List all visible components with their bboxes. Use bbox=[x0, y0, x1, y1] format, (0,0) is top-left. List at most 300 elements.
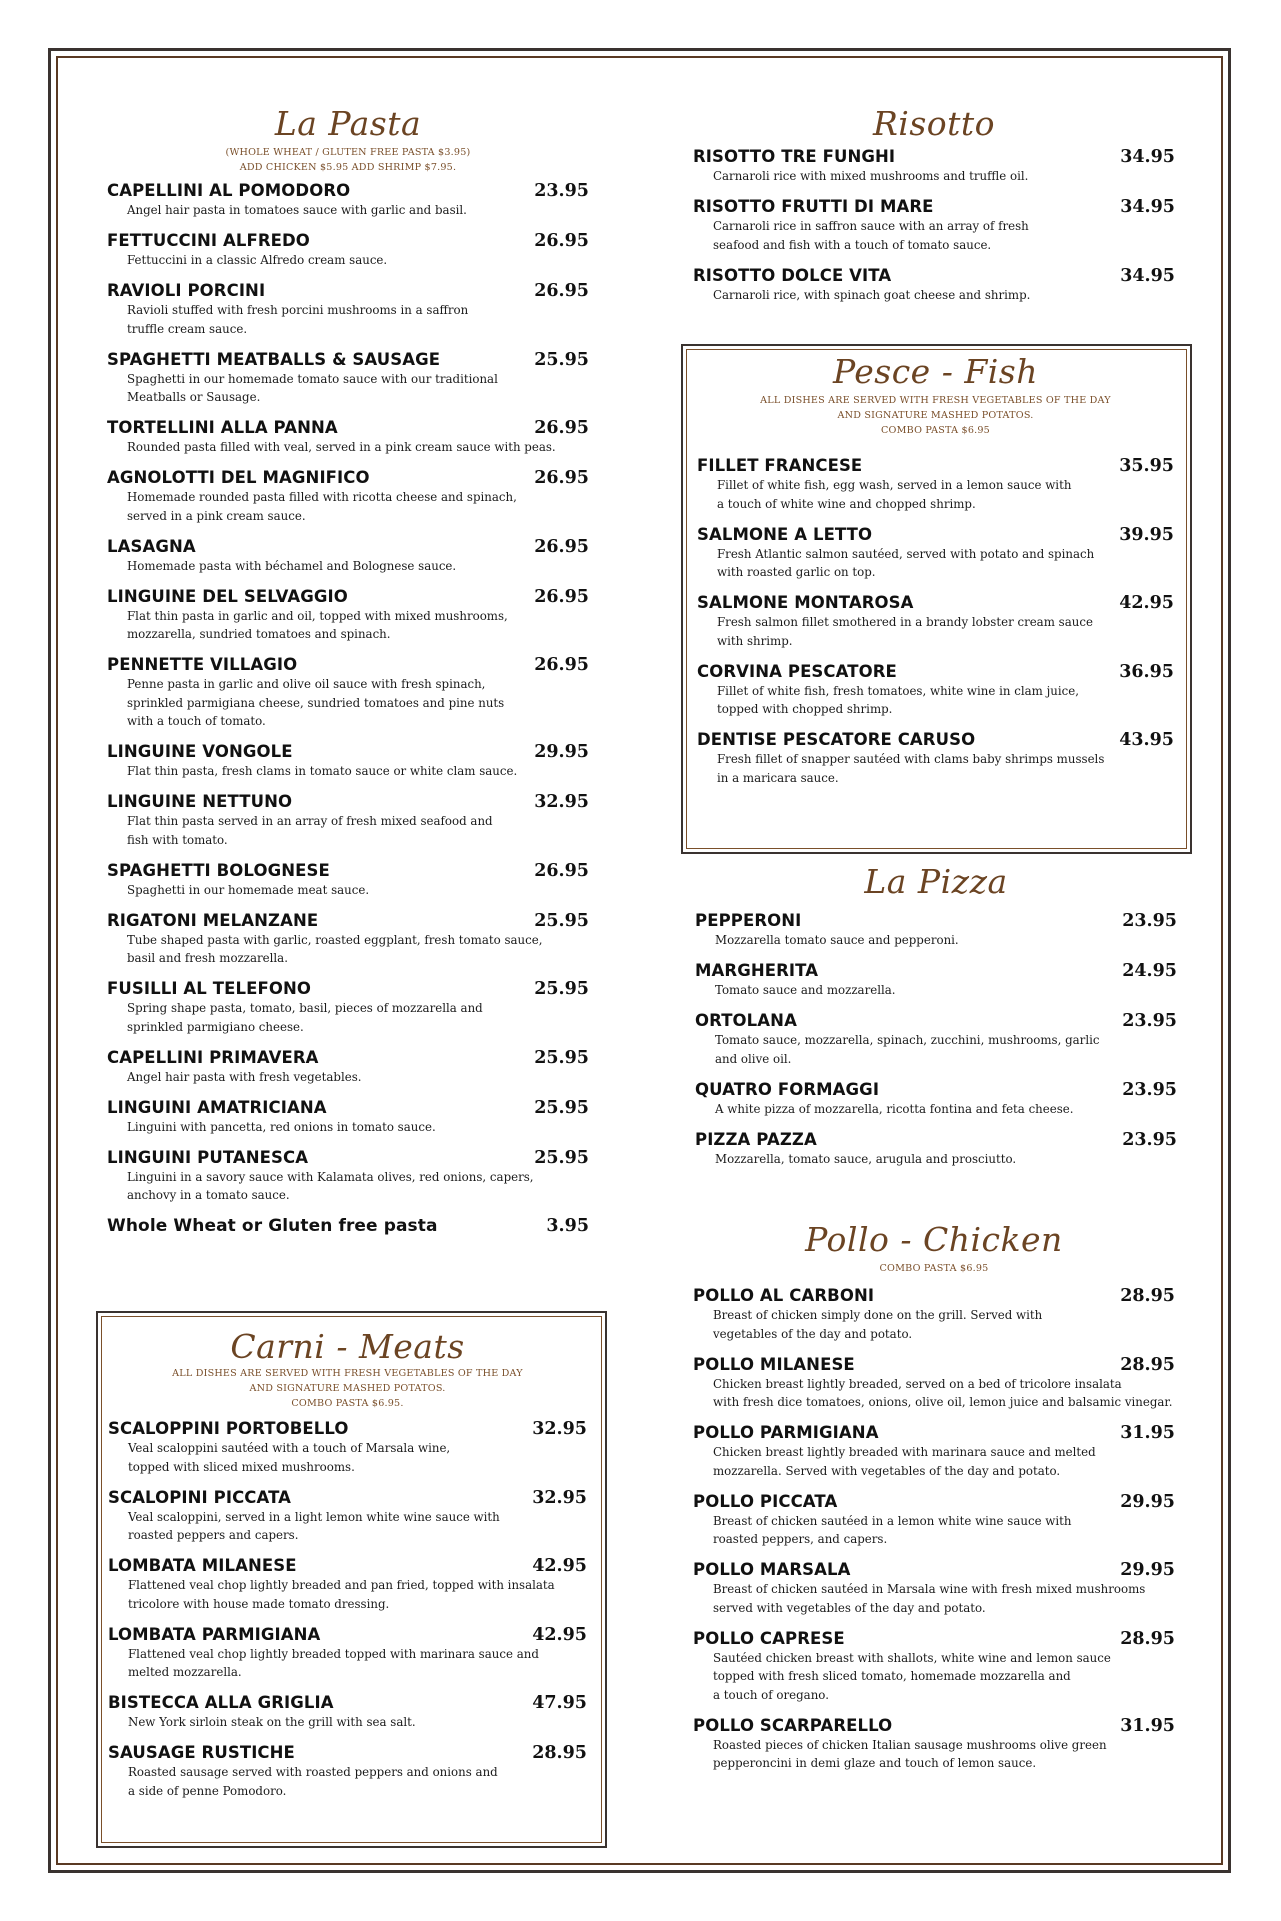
meats-note-line-2: AND SIGNATURE MASHED POTATOS. bbox=[249, 1383, 446, 1394]
chicken-section bbox=[693, 1220, 1175, 1784]
menu-item-description bbox=[128, 1645, 587, 1682]
menu-item bbox=[693, 266, 1175, 305]
menu-item-price: 28.95 bbox=[532, 1743, 587, 1763]
menu-item-description bbox=[717, 613, 1174, 650]
meats-title: Carni - Meats bbox=[230, 1327, 465, 1366]
menu-item-row bbox=[107, 468, 589, 488]
menu-item-description bbox=[713, 1580, 1175, 1617]
description-line: with roasted garlic on top. bbox=[717, 565, 876, 579]
description-line: Breast of chicken simply done on the grill. Served with bbox=[713, 1308, 1043, 1322]
menu-item-name: SPAGHETTI BOLOGNESE bbox=[107, 860, 330, 880]
menu-item-name: CAPELLINI PRIMAVERA bbox=[107, 1047, 319, 1067]
description-line: anchovy in a tomato sauce. bbox=[127, 1188, 290, 1202]
chicken-note: COMBO PASTA $6.95 bbox=[879, 1263, 989, 1274]
menu-item-name: QUATRO FORMAGGI bbox=[695, 1079, 880, 1099]
menu-item-row bbox=[107, 537, 589, 557]
description-line: Carnaroli rice in saffron sauce with an array of fresh bbox=[713, 219, 1029, 233]
menu-item-description bbox=[713, 1375, 1175, 1412]
menu-item-row bbox=[107, 792, 589, 812]
menu-item-price: 23.95 bbox=[1122, 911, 1177, 931]
menu-item-row bbox=[107, 587, 589, 607]
fish-note-line-3: COMBO PASTA $6.95 bbox=[881, 425, 990, 436]
menu-item-price: 29.95 bbox=[534, 742, 589, 762]
pizza-section bbox=[695, 862, 1177, 1180]
description-line: Rounded pasta filled with veal, served in a pink cream sauce with peas. bbox=[127, 440, 556, 454]
menu-item-row bbox=[693, 266, 1175, 286]
menu-item bbox=[108, 1625, 587, 1682]
menu-item bbox=[107, 1048, 589, 1087]
menu-item-price: 34.95 bbox=[1120, 265, 1175, 286]
menu-item-name: FILLET FRANCESE bbox=[697, 456, 863, 475]
menu-item-row bbox=[693, 1423, 1175, 1443]
menu-item-description bbox=[128, 1763, 587, 1800]
menu-item-price: 31.95 bbox=[1120, 1715, 1175, 1736]
menu-item-name: RISOTTO DOLCE VITA bbox=[693, 265, 892, 285]
menu-item bbox=[697, 456, 1174, 513]
menu-item-description bbox=[127, 675, 589, 731]
description-line: Tomato sauce, mozzarella, spinach, zucchini, mushrooms, garlic bbox=[715, 1033, 1100, 1047]
menu-item-price: 23.95 bbox=[1122, 1011, 1177, 1031]
menu-item-name: POLLO PICCATA bbox=[693, 1491, 838, 1511]
menu-item-description bbox=[127, 201, 589, 220]
menu-item-name: POLLO MILANESE bbox=[693, 1354, 855, 1374]
description-line: Homemade rounded pasta filled with ricotta cheese and spinach, bbox=[127, 490, 517, 504]
menu-item-price: 23.95 bbox=[1122, 1129, 1177, 1150]
menu-item-price: 26.95 bbox=[534, 536, 589, 557]
menu-item-name: SCALOPPINI PORTOBELLO bbox=[108, 1419, 349, 1438]
menu-item-name: MARGHERITA bbox=[695, 961, 819, 980]
risotto-title: Risotto bbox=[872, 104, 996, 143]
menu-item-name: LINGUINE VONGOLE bbox=[107, 742, 293, 761]
menu-item bbox=[108, 1693, 587, 1732]
menu-item-row bbox=[697, 730, 1174, 750]
menu-item-row bbox=[697, 662, 1174, 682]
description-line: a touch of white wine and chopped shrimp. bbox=[717, 496, 976, 511]
menu-item-description bbox=[127, 488, 589, 525]
menu-item bbox=[693, 1286, 1175, 1343]
menu-item-row bbox=[695, 911, 1177, 931]
description-line: a side of penne Pomodoro. bbox=[128, 1783, 287, 1798]
description-line: Chicken breast lightly breaded, served on a bed of tricolore insalata bbox=[713, 1376, 1122, 1391]
menu-item-price: 47.95 bbox=[532, 1693, 587, 1713]
menu-item-row bbox=[693, 1492, 1175, 1512]
menu-item-price: 25.95 bbox=[534, 1047, 589, 1068]
menu-item-row bbox=[107, 911, 589, 931]
menu-item-price: 26.95 bbox=[534, 231, 589, 251]
menu-item-price: 32.95 bbox=[532, 1487, 587, 1508]
menu-item-price: 25.95 bbox=[534, 979, 589, 999]
menu-item-name: SALMONE MONTAROSA bbox=[697, 593, 914, 612]
meats-list bbox=[108, 1419, 587, 1800]
description-line: Ravioli stuffed with fresh porcini mushrooms in a saffron bbox=[127, 303, 469, 317]
menu-item-price: 26.95 bbox=[534, 468, 589, 488]
menu-item-price: 28.95 bbox=[1120, 1354, 1175, 1375]
description-line: roasted peppers, and capers. bbox=[713, 1532, 888, 1546]
pasta-section bbox=[107, 96, 589, 1236]
menu-item-description bbox=[127, 762, 589, 781]
description-line: pepperoncini in demi glaze and touch of lemon sauce. bbox=[713, 1756, 1037, 1770]
pizza-list bbox=[695, 911, 1177, 1168]
menu-item-name: RIGATONI MELANZANE bbox=[107, 910, 319, 930]
pasta-note-line-2: ADD CHICKEN $5.95 ADD SHRIMP $7.95. bbox=[239, 162, 457, 173]
menu-item bbox=[107, 742, 589, 781]
menu-item-name: LINGUINE DEL SELVAGGIO bbox=[107, 586, 348, 606]
menu-item-description bbox=[717, 750, 1174, 787]
menu-item-name: RAVIOLI PORCINI bbox=[107, 281, 266, 300]
description-line: Roasted pieces of chicken Italian sausage mushrooms olive green bbox=[713, 1737, 1107, 1752]
pasta-note-line-1: (WHOLE WHEAT / GLUTEN FREE PASTA $3.95) bbox=[225, 147, 471, 158]
menu-item bbox=[108, 1488, 587, 1545]
menu-item-description bbox=[128, 1576, 587, 1613]
menu-item bbox=[693, 147, 1175, 186]
description-line: basil and fresh mozzarella. bbox=[127, 951, 288, 965]
description-line: Veal scaloppini, served in a light lemon white wine sauce with bbox=[128, 1509, 500, 1524]
menu-item bbox=[107, 861, 589, 900]
description-line: Linguini in a savory sauce with Kalamata olives, red onions, capers, bbox=[127, 1169, 534, 1184]
menu-item-row bbox=[107, 979, 589, 999]
menu-item bbox=[697, 593, 1174, 650]
menu-item-price: 25.95 bbox=[534, 1147, 589, 1168]
menu-item bbox=[693, 1355, 1175, 1412]
menu-item-price: 26.95 bbox=[534, 418, 589, 438]
menu-item-row bbox=[693, 1286, 1175, 1306]
menu-item-description bbox=[715, 1031, 1177, 1068]
description-line: Spaghetti in our homemade tomato sauce with our traditional bbox=[127, 371, 498, 386]
menu-item bbox=[107, 468, 589, 525]
description-line: New York sirloin steak on the grill with sea salt. bbox=[128, 1715, 416, 1729]
menu-item-name: ORTOLANA bbox=[695, 1011, 797, 1030]
description-line: Flat thin pasta served in an array of fresh mixed seafood and bbox=[127, 814, 493, 828]
description-line: Fresh salmon fillet smothered in a brandy lobster cream sauce bbox=[717, 615, 1093, 629]
description-line: and olive oil. bbox=[715, 1051, 792, 1066]
menu-item-price: 32.95 bbox=[532, 1419, 587, 1439]
description-line: Veal scaloppini sautéed with a touch of Marsala wine, bbox=[128, 1441, 451, 1455]
menu-item-name: PENNETTE VILLAGIO bbox=[107, 655, 298, 674]
fish-title: Pesce - Fish bbox=[833, 352, 1038, 391]
menu-item-price: 23.95 bbox=[534, 181, 589, 201]
meats-note-line-1: ALL DISHES ARE SERVED WITH FRESH VEGETABLES OF THE DAY bbox=[172, 1368, 523, 1379]
menu-item-description bbox=[127, 999, 589, 1036]
menu-item-name: BISTECCA ALLA GRIGLIA bbox=[108, 1693, 334, 1712]
menu-item-description bbox=[713, 286, 1175, 305]
menu-item-description bbox=[713, 1649, 1175, 1705]
menu-item bbox=[108, 1556, 587, 1613]
menu-item-description bbox=[715, 1100, 1177, 1119]
menu-item-row bbox=[107, 1098, 589, 1118]
menu-item-description bbox=[715, 981, 1177, 1000]
menu-item-row bbox=[107, 1048, 589, 1068]
description-line: melted mozzarella. bbox=[128, 1665, 242, 1679]
menu-item bbox=[695, 911, 1177, 950]
fish-note-line-1: ALL DISHES ARE SERVED WITH FRESH VEGETABLES OF THE DAY bbox=[760, 395, 1111, 406]
extra-name: Whole Wheat or Gluten free pasta bbox=[107, 1216, 438, 1236]
menu-item bbox=[108, 1419, 587, 1476]
menu-item-price: 43.95 bbox=[1119, 730, 1174, 750]
menu-item-row bbox=[107, 655, 589, 675]
menu-item bbox=[695, 961, 1177, 1000]
menu-item bbox=[693, 1423, 1175, 1480]
menu-item-name: POLLO SCARPARELLO bbox=[693, 1715, 893, 1735]
menu-item-description bbox=[713, 1736, 1175, 1773]
menu-item bbox=[107, 418, 589, 457]
menu-item-row bbox=[107, 742, 589, 762]
menu-item-name: PEPPERONI bbox=[695, 911, 802, 930]
menu-item bbox=[107, 655, 589, 731]
description-line: tricolore with house made tomato dressing. bbox=[128, 1596, 390, 1611]
menu-item bbox=[693, 197, 1175, 254]
description-line: Flattened veal chop lightly breaded and pan fried, topped with insalata bbox=[128, 1578, 555, 1592]
menu-item-price: 26.95 bbox=[534, 281, 589, 301]
menu-item-price: 32.95 bbox=[534, 792, 589, 812]
menu-item-price: 42.95 bbox=[1119, 593, 1174, 613]
menu-item bbox=[697, 525, 1174, 582]
menu-item-price: 42.95 bbox=[532, 1556, 587, 1576]
menu-item-description bbox=[717, 682, 1174, 719]
menu-item-row bbox=[107, 231, 589, 251]
menu-item bbox=[107, 1148, 589, 1205]
description-line: Fillet of white fish, egg wash, served in a lemon sauce with bbox=[717, 478, 1072, 492]
description-line: served in a pink cream sauce. bbox=[127, 508, 306, 523]
meats-box bbox=[96, 1311, 607, 1848]
description-line: Tube shaped pasta with garlic, roasted eggplant, fresh tomato sauce, bbox=[127, 932, 543, 947]
menu-item-description bbox=[128, 1439, 587, 1476]
menu-item-row bbox=[697, 525, 1174, 545]
menu-item-price: 25.95 bbox=[534, 910, 589, 931]
menu-item-price: 25.95 bbox=[534, 349, 589, 370]
menu-item-row bbox=[108, 1488, 587, 1508]
menu-item-row bbox=[693, 1355, 1175, 1375]
description-line: Meatballs or Sausage. bbox=[127, 390, 261, 404]
menu-item bbox=[693, 1629, 1175, 1705]
menu-item-row bbox=[107, 181, 589, 201]
menu-item-row bbox=[697, 456, 1174, 476]
description-line: topped with sliced mixed mushrooms. bbox=[128, 1459, 355, 1474]
menu-item bbox=[693, 1492, 1175, 1549]
menu-item bbox=[107, 181, 589, 220]
menu-item bbox=[695, 1130, 1177, 1169]
menu-item-row bbox=[693, 197, 1175, 217]
menu-item-row bbox=[108, 1693, 587, 1713]
description-line: sprinkled parmigiano cheese. bbox=[127, 1019, 304, 1034]
menu-item-name: CORVINA PESCATORE bbox=[697, 661, 897, 681]
description-line: served with vegetables of the day and potato. bbox=[713, 1600, 986, 1615]
menu-item bbox=[107, 1098, 589, 1137]
menu-item-name: RISOTTO FRUTTI DI MARE bbox=[693, 197, 934, 216]
menu-item-description bbox=[713, 1443, 1175, 1480]
menu-item-row bbox=[695, 1130, 1177, 1150]
menu-item-description bbox=[127, 438, 589, 457]
chicken-title: Pollo - Chicken bbox=[805, 1220, 1063, 1259]
risotto-section bbox=[693, 96, 1175, 316]
menu-item-description bbox=[717, 545, 1174, 582]
description-line: Spring shape pasta, tomato, basil, pieces of mozzarella and bbox=[127, 1001, 483, 1015]
description-line: Breast of chicken sautéed in a lemon white wine sauce with bbox=[713, 1513, 1072, 1528]
menu-item-price: 34.95 bbox=[1120, 147, 1175, 167]
menu-item-description bbox=[128, 1508, 587, 1545]
menu-item-row bbox=[693, 1629, 1175, 1649]
description-line: Chicken breast lightly breaded with marinara sauce and melted bbox=[713, 1445, 1096, 1459]
menu-item-description bbox=[127, 1168, 589, 1205]
menu-item-price: 25.95 bbox=[534, 1097, 589, 1118]
description-line: Breast of chicken sautéed in Marsala wine with fresh mixed mushrooms bbox=[713, 1582, 1146, 1596]
menu-item-description bbox=[715, 1150, 1177, 1169]
pasta-list bbox=[107, 181, 589, 1205]
menu-item-row bbox=[693, 1716, 1175, 1736]
menu-item-name: CAPELLINI AL POMODORO bbox=[107, 181, 351, 200]
extra-price: 3.95 bbox=[546, 1216, 589, 1236]
menu-item-row bbox=[107, 1148, 589, 1168]
description-line: Flat thin pasta in garlic and oil, topped with mixed mushrooms, bbox=[127, 608, 508, 623]
menu-item bbox=[697, 730, 1174, 787]
menu-item-name: FETTUCCINI ALFREDO bbox=[107, 231, 310, 250]
menu-item-row bbox=[108, 1419, 587, 1439]
menu-item-price: 26.95 bbox=[534, 586, 589, 607]
menu-item-name: TORTELLINI ALLA PANNA bbox=[107, 418, 338, 437]
menu-item-name: LINGUINI PUTANESCA bbox=[107, 1147, 309, 1167]
menu-item bbox=[107, 587, 589, 644]
menu-item-name: LOMBATA MILANESE bbox=[108, 1556, 297, 1575]
menu-item-row bbox=[108, 1743, 587, 1763]
menu-item-price: 36.95 bbox=[1119, 661, 1174, 682]
menu-item-name: PIZZA PAZZA bbox=[695, 1129, 817, 1149]
description-line: a touch of oregano. bbox=[713, 1687, 829, 1702]
menu-item-name: LINGUINI AMATRICIANA bbox=[107, 1097, 327, 1117]
menu-item-price: 26.95 bbox=[534, 655, 589, 675]
description-line: mozzarella, sundried tomatoes and spinach. bbox=[127, 627, 391, 641]
description-line: sprinkled parmigiana cheese, sundried tomatoes and pine nuts bbox=[127, 695, 505, 710]
description-line: Carnaroli rice, with spinach goat cheese and shrimp. bbox=[713, 287, 1031, 302]
description-line: Fresh fillet of snapper sautéed with clams baby shrimps mussels bbox=[717, 752, 1105, 766]
description-line: seafood and fish with a touch of tomato sauce. bbox=[713, 237, 992, 252]
menu-item-name: LINGUINE NETTUNO bbox=[107, 792, 293, 811]
menu-item-description bbox=[127, 1118, 589, 1137]
menu-item-description bbox=[127, 881, 589, 900]
menu-item-description bbox=[127, 607, 589, 644]
description-line: Flat thin pasta, fresh clams in tomato sauce or white clam sauce. bbox=[127, 764, 518, 778]
description-line: Roasted sausage served with roasted peppers and onions and bbox=[128, 1765, 498, 1779]
menu-item-description bbox=[127, 812, 589, 849]
pizza-title: La Pizza bbox=[864, 862, 1008, 901]
description-line: with a touch of tomato. bbox=[127, 714, 266, 728]
description-line: Fettuccini in a classic Alfredo cream sauce. bbox=[127, 253, 388, 267]
menu-item bbox=[693, 1560, 1175, 1617]
menu-item bbox=[107, 231, 589, 270]
description-line: Flattened veal chop lightly breaded topped with marinara sauce and bbox=[128, 1646, 539, 1661]
menu-item-price: 34.95 bbox=[1120, 197, 1175, 217]
menu-item-price: 29.95 bbox=[1120, 1560, 1175, 1580]
description-line: mozzarella. Served with vegetables of the day and potato. bbox=[713, 1463, 1061, 1478]
menu-item-price: 28.95 bbox=[1120, 1628, 1175, 1649]
menu-item bbox=[107, 792, 589, 849]
menu-item-row bbox=[108, 1625, 587, 1645]
menu-item-price: 39.95 bbox=[1119, 524, 1174, 545]
menu-item-row bbox=[697, 593, 1174, 613]
menu-item-price: 29.95 bbox=[1120, 1491, 1175, 1512]
menu-item-description bbox=[127, 931, 589, 968]
menu-item-row bbox=[693, 1560, 1175, 1580]
menu-item bbox=[107, 979, 589, 1036]
menu-item-name: POLLO CAPRESE bbox=[693, 1628, 845, 1648]
description-line: truffle cream sauce. bbox=[127, 321, 248, 336]
menu-item-description bbox=[717, 476, 1174, 513]
menu-item-description bbox=[713, 1306, 1175, 1343]
chicken-list bbox=[693, 1286, 1175, 1773]
description-line: topped with chopped shrimp. bbox=[717, 702, 893, 716]
menu-item-price: 26.95 bbox=[534, 860, 589, 881]
menu-item-name: POLLO PARMIGIANA bbox=[693, 1423, 879, 1442]
menu-item bbox=[693, 1716, 1175, 1773]
menu-item-row bbox=[108, 1556, 587, 1576]
description-line: fish with tomato. bbox=[127, 832, 228, 847]
menu-item-price: 31.95 bbox=[1120, 1423, 1175, 1443]
description-line: Mozzarella tomato sauce and pepperoni. bbox=[715, 933, 959, 947]
menu-item bbox=[107, 911, 589, 968]
description-line: Carnaroli rice with mixed mushrooms and truffle oil. bbox=[713, 169, 1029, 183]
menu-item bbox=[107, 537, 589, 576]
description-line: topped with fresh sliced tomato, homemade mozzarella and bbox=[713, 1669, 1071, 1683]
menu-item-price: 28.95 bbox=[1120, 1286, 1175, 1306]
menu-item-row bbox=[107, 281, 589, 301]
menu-item-name: SCALOPINI PICCATA bbox=[108, 1487, 292, 1507]
menu-item bbox=[107, 281, 589, 338]
menu-item-name: SPAGHETTI MEATBALLS & SAUSAGE bbox=[107, 349, 441, 369]
menu-item-name: SALMONE A LETTO bbox=[697, 524, 873, 544]
menu-item-row bbox=[107, 861, 589, 881]
menu-item-row bbox=[107, 418, 589, 438]
menu-item-name: AGNOLOTTI DEL MAGNIFICO bbox=[107, 468, 370, 487]
description-line: Angel hair pasta in tomatoes sauce with garlic and basil. bbox=[127, 203, 467, 217]
description-line: Angel hair pasta with fresh vegetables. bbox=[127, 1069, 362, 1084]
menu-item-name: POLLO MARSALA bbox=[693, 1560, 851, 1579]
menu-item-row bbox=[695, 961, 1177, 981]
fish-box bbox=[681, 344, 1192, 854]
description-line: roasted peppers and capers. bbox=[128, 1528, 299, 1542]
menu-item bbox=[695, 1011, 1177, 1068]
menu-item-row bbox=[107, 350, 589, 370]
menu-item-name: RISOTTO TRE FUNGHI bbox=[693, 147, 896, 166]
menu-item-name: FUSILLI AL TELEFONO bbox=[107, 979, 311, 998]
menu-item bbox=[697, 662, 1174, 719]
pasta-note bbox=[107, 145, 589, 175]
menu-item-price: 23.95 bbox=[1122, 1079, 1177, 1100]
menu-item-description bbox=[127, 370, 589, 407]
description-line: Sautéed chicken breast with shallots, white wine and lemon sauce bbox=[713, 1650, 1111, 1665]
description-line: in a maricara sauce. bbox=[717, 770, 839, 785]
pasta-title: La Pasta bbox=[274, 104, 422, 143]
description-line: Linguini with pancetta, red onions in tomato sauce. bbox=[127, 1119, 436, 1134]
description-line: Fresh Atlantic salmon sautéed, served with potato and spinach bbox=[717, 546, 1095, 561]
description-line: A white pizza of mozzarella, ricotta fontina and feta cheese. bbox=[715, 1101, 1074, 1116]
description-line: Tomato sauce and mozzarella. bbox=[715, 983, 896, 997]
menu-item-row bbox=[695, 1080, 1177, 1100]
menu-item-row bbox=[695, 1011, 1177, 1031]
menu-item-description bbox=[713, 167, 1175, 186]
menu-item-price: 42.95 bbox=[532, 1624, 587, 1645]
fish-note bbox=[697, 393, 1174, 438]
fish-note-line-2: AND SIGNATURE MASHED POTATOS. bbox=[837, 410, 1034, 421]
description-line: with fresh dice tomatoes, onions, olive oil, lemon juice and balsamic vinegar. bbox=[713, 1395, 1173, 1409]
risotto-list bbox=[693, 147, 1175, 304]
description-line: vegetables of the day and potato. bbox=[713, 1326, 913, 1341]
menu-item-description bbox=[127, 1068, 589, 1087]
meats-note-line-3: COMBO PASTA $6.95. bbox=[291, 1398, 404, 1409]
menu-item bbox=[695, 1080, 1177, 1119]
whole-wheat-extra bbox=[107, 1216, 589, 1236]
menu-item-price: 35.95 bbox=[1119, 456, 1174, 476]
menu-item-name: SAUSAGE RUSTICHE bbox=[108, 1743, 295, 1762]
description-line: with shrimp. bbox=[717, 633, 793, 648]
menu-item-description bbox=[127, 557, 589, 576]
